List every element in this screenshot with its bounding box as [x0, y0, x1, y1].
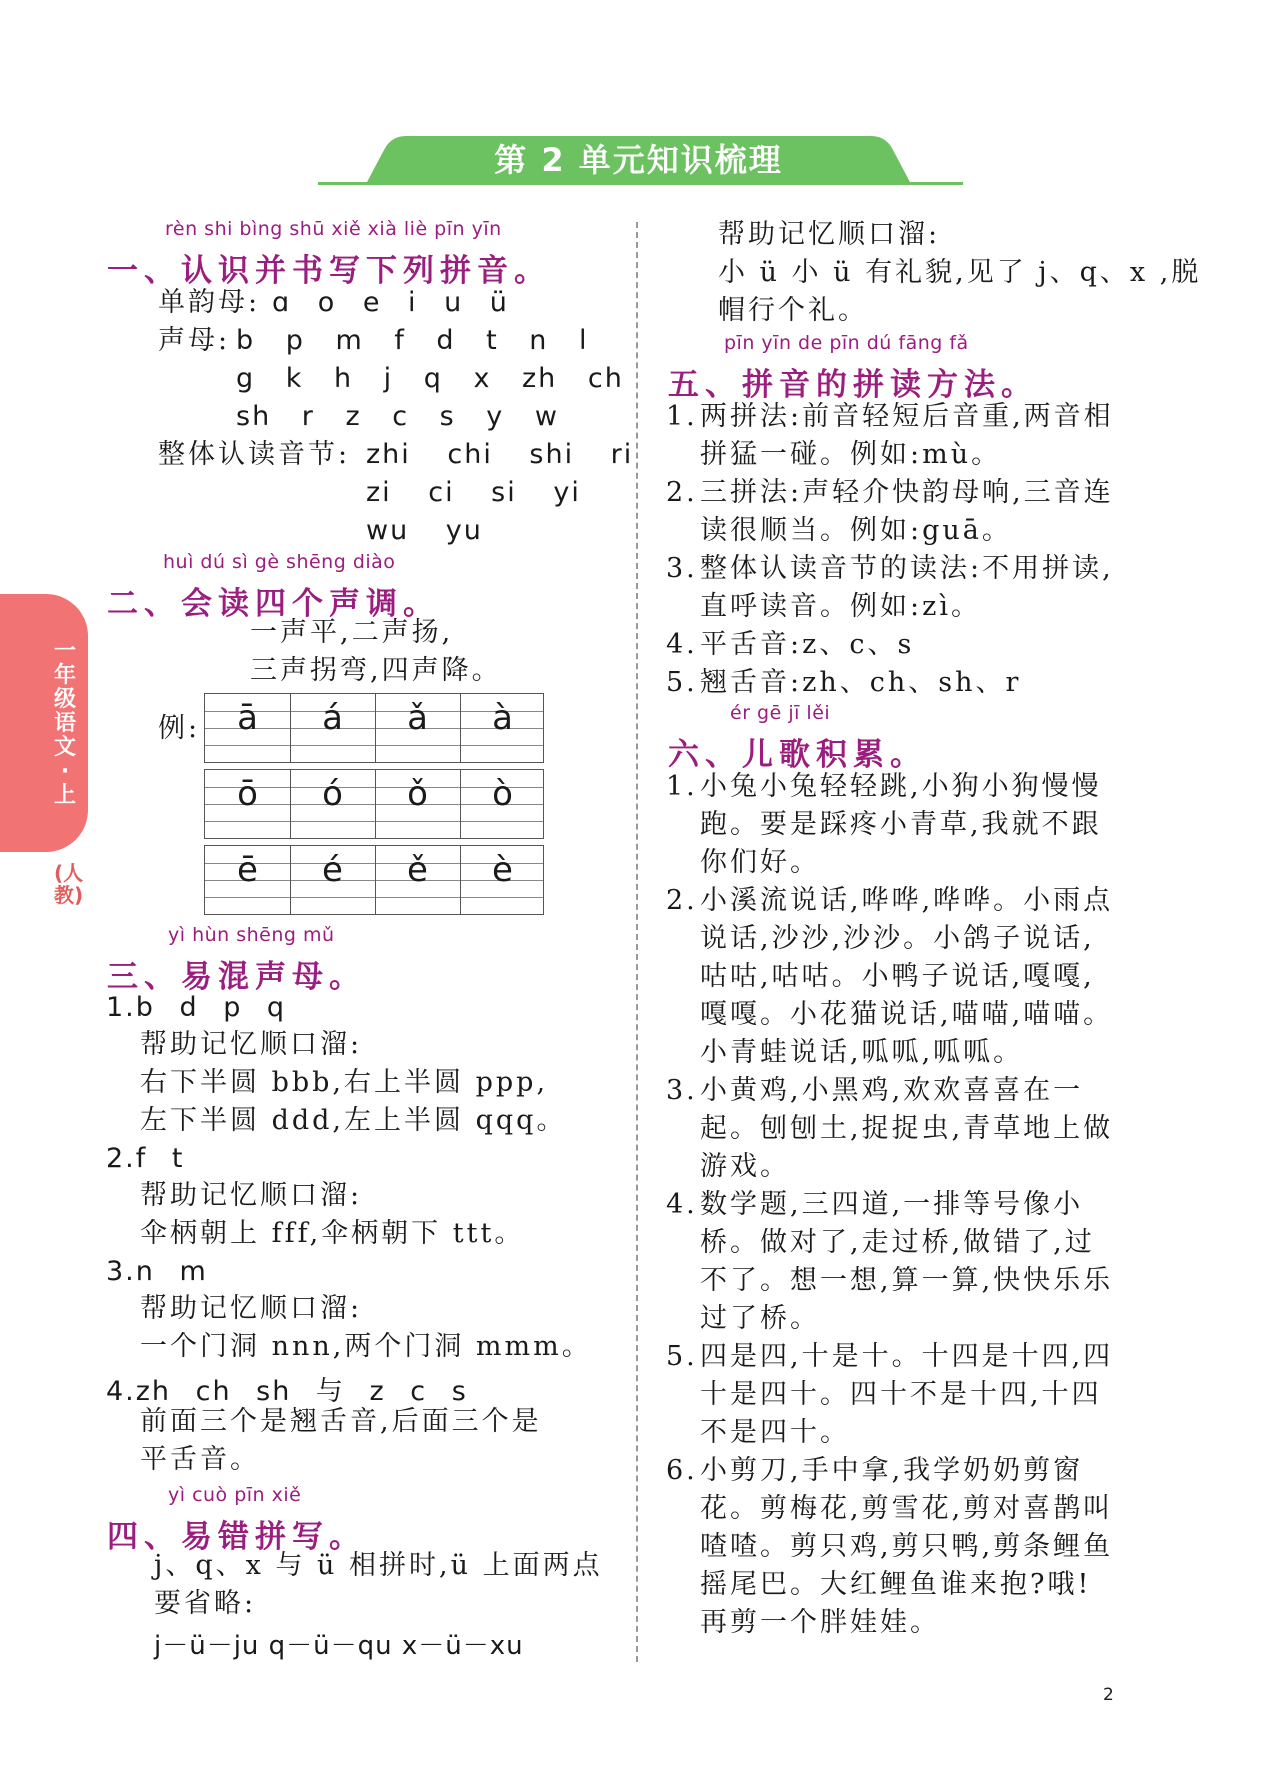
s3-item4-line2: 平舌音。 — [140, 1444, 260, 1475]
section3-heading: 三、易混声母。 — [107, 959, 366, 995]
s2-example-label: 例: — [158, 713, 201, 744]
s1-initials-2: g k h j q x zh ch — [236, 363, 624, 394]
s6-i2-l1: 小溪流说话,哗哗,哗哗。小雨点 — [700, 885, 1114, 916]
tone-o4: ò — [492, 774, 513, 814]
s6-n3: 3. — [666, 1075, 698, 1106]
s1-label-finals: 单韵母: — [158, 287, 261, 318]
s2-rhyme-2: 三声拐弯,四声降。 — [250, 655, 502, 686]
s6-i4-l2: 桥。做对了,走过桥,做错了,过 — [700, 1227, 1095, 1258]
s1-whole-3: wu yu — [366, 515, 483, 546]
s6-i5-l3: 不是四十。 — [700, 1417, 850, 1448]
s5-n5: 5. — [666, 667, 698, 698]
s6-i4-l4: 过了桥。 — [700, 1303, 820, 1334]
s2-rhyme-1: 一声平,二声扬, — [250, 617, 454, 648]
s3-item3-head: 3.n m — [106, 1256, 208, 1287]
s6-i1-l1: 小兔小兔轻轻跳,小狗小狗慢慢 — [700, 771, 1102, 802]
page-title: 第 2 单元知识梳理 — [494, 141, 783, 179]
s6-n6: 6. — [666, 1455, 698, 1486]
s1-whole-1: zhi chi shi ri — [366, 439, 634, 470]
s6-i1-l2: 跑。要是踩疼小青草,我就不跟 — [700, 809, 1102, 840]
s5-i5-l1: 翘舌音:zh、ch、sh、r — [700, 667, 1022, 698]
s6-n5: 5. — [666, 1341, 698, 1372]
s3-item4-line1: 前面三个是翘舌音,后面三个是 — [140, 1406, 542, 1437]
s6-n4: 4. — [666, 1189, 698, 1220]
s6-i4-l1: 数学题,三四道,一排等号像小 — [700, 1189, 1084, 1220]
s5-i2-l2: 读很顺当。例如:guā。 — [700, 515, 1012, 546]
s6-i3-l3: 游戏。 — [700, 1151, 790, 1182]
rt-line3: 帽行个礼。 — [718, 295, 868, 326]
s4-line2: 要省略: — [154, 1588, 257, 1619]
section2-heading: 二、会读四个声调。 — [107, 586, 440, 622]
tone-e4: è — [492, 850, 513, 890]
s5-i3-l1: 整体认读音节的读法:不用拼读, — [700, 553, 1114, 584]
s3-item2-head: 2.f t — [106, 1143, 185, 1174]
s3-item1-line1: 帮助记忆顺口溜: — [140, 1029, 363, 1060]
tone-e1: ē — [237, 850, 258, 890]
tone-grid-o — [204, 769, 544, 839]
s5-i3-l2: 直呼读音。例如:zì。 — [700, 591, 981, 622]
rt-line1: 帮助记忆顺口溜: — [718, 219, 941, 250]
s6-i3-l2: 起。刨刨土,捉捉虫,青草地上做 — [700, 1113, 1114, 1144]
s5-i1-l1: 两拼法:前音轻短后音重,两音相 — [700, 401, 1114, 432]
side-tab-sub: (人教) — [54, 861, 84, 907]
tone-grid-a — [204, 693, 544, 763]
s5-n1: 1. — [666, 401, 698, 432]
tone-a4: à — [492, 698, 513, 738]
s6-i5-l2: 十是四十。四十不是十四,十四 — [700, 1379, 1102, 1410]
tone-o3: ǒ — [407, 774, 428, 814]
s1-initials-1: b p m f d t n l — [236, 325, 589, 356]
s6-i6-l1: 小剪刀,手中拿,我学奶奶剪窗 — [700, 1455, 1084, 1486]
s5-n2: 2. — [666, 477, 698, 508]
s6-n2: 2. — [666, 885, 698, 916]
section1-pinyin: rèn shi bìng shū xiě xià liè pīn yīn — [165, 218, 502, 240]
s3-item1-head: 1.b d p q — [106, 992, 287, 1023]
s6-i2-l2: 说话,沙沙,沙沙。小鸽子说话, — [700, 923, 1095, 954]
tone-a3: ǎ — [407, 698, 428, 738]
s6-i4-l3: 不了。想一想,算一算,快快乐乐 — [700, 1265, 1114, 1296]
s1-finals: ɑ o e i u ü — [272, 287, 509, 318]
s6-i2-l4: 嘎嘎。小花猫说话,喵喵,喵喵。 — [700, 999, 1114, 1030]
rt-line2: 小 ü 小 ü 有礼貌,见了 j、q、x ,脱 — [718, 257, 1202, 288]
section1-heading: 一、认识并书写下列拼音。 — [107, 253, 551, 289]
section5-pinyin: pīn yīn de pīn dú fāng fǎ — [724, 332, 969, 354]
section4-pinyin: yì cuò pīn xiě — [168, 1484, 302, 1506]
section6-heading: 六、儿歌积累。 — [668, 737, 927, 773]
tone-e3: ě — [407, 850, 428, 890]
s3-item3-line2: 一个门洞 nnn,两个门洞 mmm。 — [140, 1331, 592, 1362]
s6-i3-l1: 小黄鸡,小黑鸡,欢欢喜喜在一 — [700, 1075, 1084, 1106]
s5-i1-l2: 拼猛一碰。例如:mù。 — [700, 439, 1002, 470]
s3-item2-line1: 帮助记忆顺口溜: — [140, 1180, 363, 1211]
s3-item3-line1: 帮助记忆顺口溜: — [140, 1293, 363, 1324]
s6-n1: 1. — [666, 771, 698, 802]
section5-heading: 五、拼音的拼读方法。 — [668, 367, 1038, 403]
s6-i1-l3: 你们好。 — [700, 847, 820, 878]
s3-item2-line2: 伞柄朝上 fff,伞柄朝下 ttt。 — [140, 1218, 525, 1249]
tone-o1: ō — [237, 774, 258, 814]
s4-line3: j－ü－ju q－ü－qu x－ü－xu — [154, 1631, 524, 1661]
section3-pinyin: yì hùn shēng mǔ — [168, 924, 335, 946]
tone-o2: ó — [322, 774, 343, 814]
s6-i2-l5: 小青蛙说话,呱呱,呱呱。 — [700, 1037, 1024, 1068]
s6-i6-l2: 花。剪梅花,剪雪花,剪对喜鹊叫 — [700, 1493, 1114, 1524]
s5-n3: 3. — [666, 553, 698, 584]
section6-pinyin: ér gē jī lěi — [730, 702, 831, 724]
s4-line1: j、q、x 与 ü 相拼时,ü 上面两点 — [154, 1550, 603, 1581]
section2-pinyin: huì dú sì gè shēng diào — [163, 551, 396, 573]
column-divider — [636, 222, 638, 1662]
s1-whole-2: zi ci si yi — [366, 477, 581, 508]
s6-i5-l1: 四是四,十是十。十四是十四,四 — [700, 1341, 1114, 1372]
s5-n4: 4. — [666, 629, 698, 660]
tone-a1: ā — [237, 698, 258, 738]
tone-a2: á — [322, 698, 343, 738]
s5-i2-l1: 三拼法:声轻介快韵母响,三音连 — [700, 477, 1114, 508]
s1-label-initials: 声母: — [158, 325, 231, 356]
s1-initials-3: sh r z c s y w — [236, 401, 559, 432]
section4-heading: 四、易错拼写。 — [107, 1519, 366, 1555]
s3-item4-head: 4.zh ch sh 与 z c s — [106, 1376, 468, 1407]
s6-i6-l5: 再剪一个胖娃娃。 — [700, 1607, 940, 1638]
page-number: 2 — [1103, 1685, 1114, 1705]
s3-item1-line2: 右下半圆 bbb,右上半圆 ppp, — [140, 1067, 549, 1098]
s6-i6-l3: 喳喳。剪只鸡,剪只鸭,剪条鲤鱼 — [700, 1531, 1114, 1562]
s5-i4-l1: 平舌音:z、c、s — [700, 629, 915, 660]
side-tab-label: 一年级语文·上 — [53, 639, 76, 808]
tone-grid-e — [204, 845, 544, 915]
tone-e2: é — [322, 850, 343, 890]
s3-item1-line3: 左下半圆 ddd,左上半圆 qqq。 — [140, 1105, 567, 1136]
s6-i2-l3: 咕咕,咕咕。小鸭子说话,嘎嘎, — [700, 961, 1095, 992]
s6-i6-l4: 摇尾巴。大红鲤鱼谁来抱?哦! — [700, 1569, 1092, 1600]
s1-label-whole: 整体认读音节: — [158, 439, 351, 470]
